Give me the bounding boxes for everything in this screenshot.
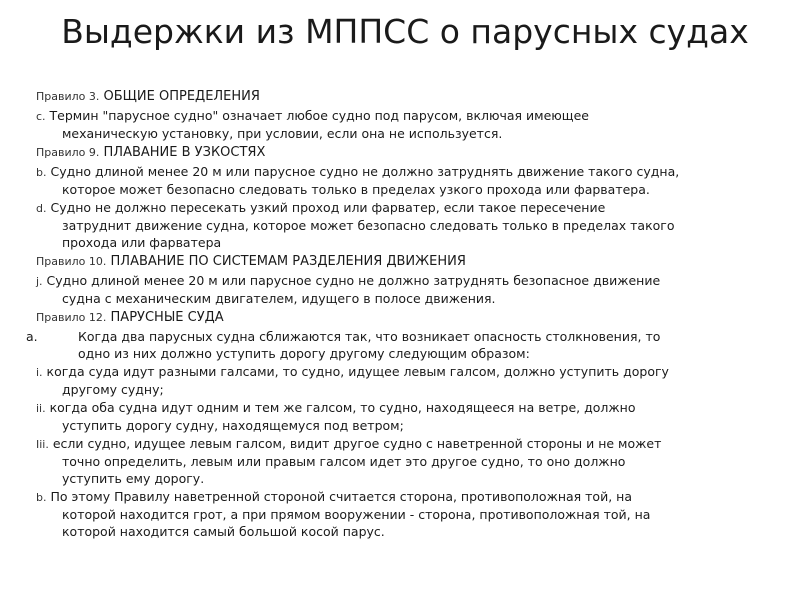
rule-10-item-j bbox=[0, 272, 790, 307]
item-text-continuation: которой находится самый большой косой парус. bbox=[62, 524, 385, 539]
item-text: Судно длиной менее 20 м или парусное судно не должно затруднять движение такого судна, bbox=[50, 164, 680, 179]
item-text-continuation: которое может безопасно следовать только в пределах узкого прохода или фарватера. bbox=[62, 182, 650, 197]
rule-12-name: ПАРУСНЫЕ СУДА bbox=[110, 310, 224, 325]
item-text: По этому Правилу наветренной стороной считается сторона, противоположная той, на bbox=[50, 489, 632, 504]
slide-title: Выдержки из МППСС о парусных судах bbox=[61, 12, 749, 51]
rule-12-item-b bbox=[0, 488, 790, 540]
item-text-continuation: которой находится грот, а при прямом вооружении - сторона, противоположная той, на bbox=[62, 507, 651, 522]
item-marker: d. bbox=[36, 202, 47, 215]
rule-12-item-i bbox=[0, 363, 790, 398]
item-text: Судно не должно пересекать узкий проход или фарватер, если такое пересечение bbox=[50, 200, 606, 215]
rule-3-item-c bbox=[0, 107, 790, 142]
item-text-continuation: уступить дорогу судну, находящемуся под ветром; bbox=[62, 418, 404, 433]
item-text-continuation: другому судну; bbox=[62, 382, 164, 397]
item-text-continuation: точно определить, левым или правым галсом идет это другое судно, то оно должно bbox=[62, 454, 626, 469]
rule-12-item-ii bbox=[0, 399, 790, 434]
item-text: когда суда идут разными галсами, то судно, идущее левым галсом, должно уступить дорогу bbox=[46, 364, 669, 379]
rule-3-heading bbox=[0, 88, 790, 106]
item-text-continuation: судна с механическим двигателем, идущего в полосе движения. bbox=[62, 291, 496, 306]
rule-10-heading bbox=[0, 253, 790, 271]
slide-content bbox=[0, 86, 790, 540]
rule-3-number: Правило 3. bbox=[36, 90, 100, 103]
item-text: Судно длиной менее 20 м или парусное судно не должно затруднять безопасное движение bbox=[46, 273, 661, 288]
rule-9-item-b bbox=[0, 163, 790, 198]
item-marker: b. bbox=[36, 166, 47, 179]
rule-9-item-d bbox=[0, 199, 790, 251]
rule-3-name: ОБЩИЕ ОПРЕДЕЛЕНИЯ bbox=[103, 89, 260, 104]
item-marker: a. bbox=[26, 329, 38, 344]
rule-10-number: Правило 10. bbox=[36, 255, 107, 268]
rule-9-heading bbox=[0, 144, 790, 162]
item-marker: j. bbox=[36, 275, 43, 288]
item-marker: Iii. bbox=[36, 438, 49, 451]
rule-12-heading bbox=[0, 309, 790, 327]
item-text: если судно, идущее левым галсом, видит другое судно с наветренной стороны и не может bbox=[52, 436, 662, 451]
item-text-continuation: уступить ему дорогу. bbox=[62, 471, 205, 486]
rule-12-number: Правило 12. bbox=[36, 311, 107, 324]
item-text: Когда два парусных судна сближаются так, что возникает опасность столкновения, то bbox=[78, 329, 661, 344]
item-marker: i. bbox=[36, 366, 43, 379]
rule-9-name: ПЛАВАНИЕ В УЗКОСТЯХ bbox=[103, 145, 266, 160]
item-text-continuation: механическую установку, при условии, если она не используется. bbox=[62, 126, 503, 141]
item-text: когда оба судна идут одним и тем же галсом, то судно, находящееся на ветре, должно bbox=[49, 400, 636, 415]
rule-9-number: Правило 9. bbox=[36, 146, 100, 159]
item-marker: c. bbox=[36, 110, 46, 123]
item-text-continuation: затруднит движение судна, которое может безопасно следовать только в пределах такого bbox=[62, 218, 675, 233]
rule-12-item-iii bbox=[0, 435, 790, 487]
item-text-continuation: одно из них должно уступить дорогу другому следующим образом: bbox=[78, 346, 530, 361]
item-text-continuation: прохода или фарватера bbox=[62, 235, 222, 250]
item-marker: ii. bbox=[36, 402, 46, 415]
rule-10-name: ПЛАВАНИЕ ПО СИСТЕМАМ РАЗДЕЛЕНИЯ ДВИЖЕНИЯ bbox=[110, 254, 466, 269]
item-text: Термин "парусное судно" означает любое судно под парусом, включая имеющее bbox=[49, 108, 589, 123]
item-marker: b. bbox=[36, 491, 47, 504]
rule-12-item-a bbox=[0, 328, 790, 362]
